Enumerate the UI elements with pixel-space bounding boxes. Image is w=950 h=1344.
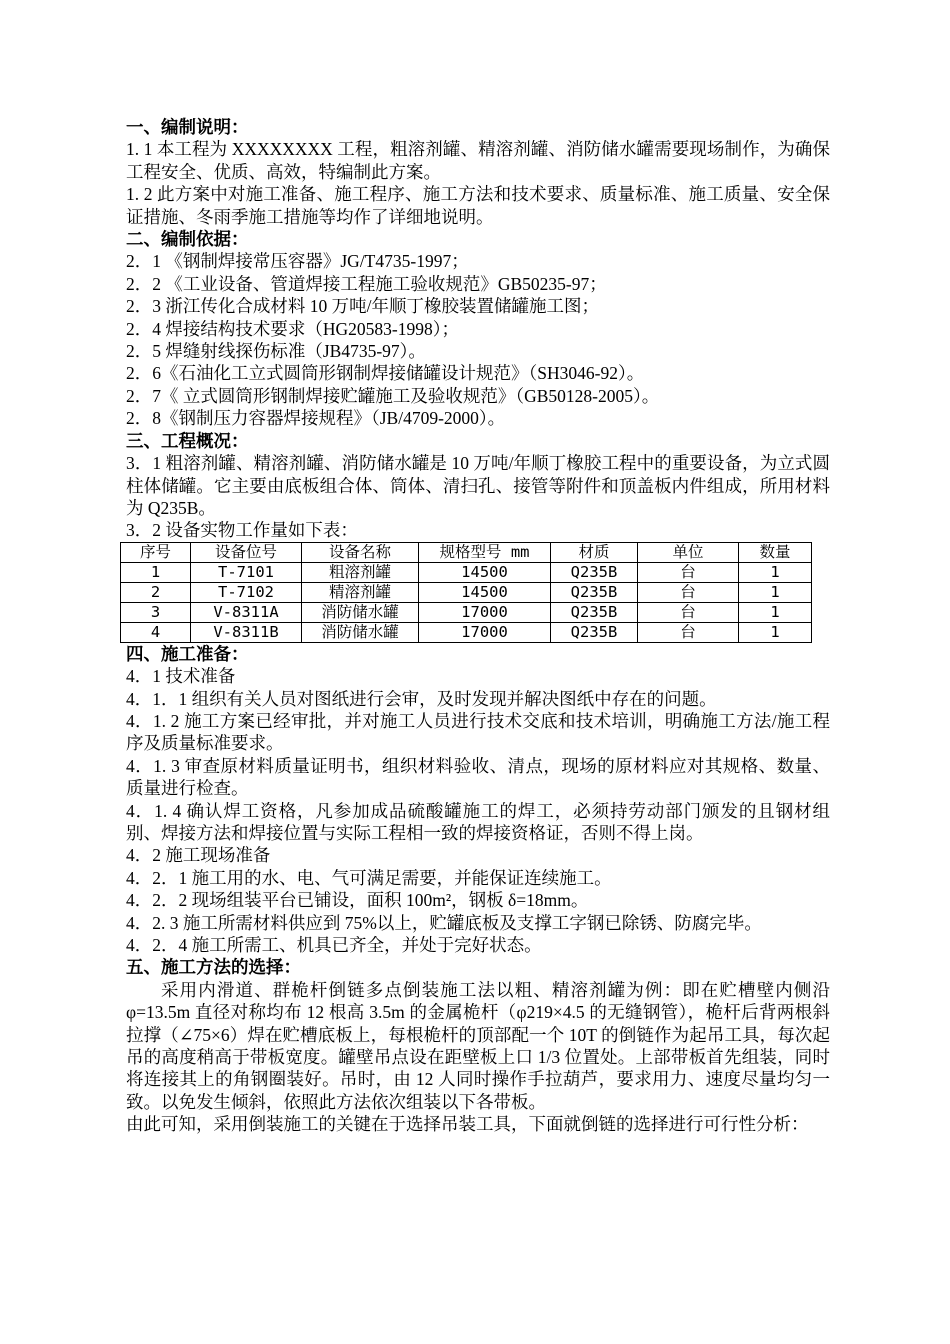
section-1-heading: 一、编制说明： [126,117,249,137]
cell-quantity: 1 [739,562,812,582]
cell-tag: V-8311A [191,602,302,622]
cell-index: 3 [121,602,191,622]
cell-material: Q235B [551,562,638,582]
reference-item: 2．8《钢制压力容器焊接规程》（JB/4709-2000）。 [126,408,506,429]
document-page [126,116,835,1136]
section-5-heading: 五、施工方法的选择： [126,957,301,978]
table-row [121,602,812,622]
cell-spec: 17000 [419,602,551,622]
reference-item: 2．4 焊接结构技术要求（HG20583-1998）； [126,318,459,339]
reference-item: 2．7《 立式圆筒形钢制焊接贮罐施工及验收规范》（GB50128-2005）。 [126,385,660,406]
reference-item: 2．2 《工业设备、管道焊接工程施工验收规范》GB50235-97； [126,273,607,294]
reference-item: 2．1 《钢制焊接常压容器》JG/T4735-1997； [126,251,469,272]
col-header-spec: 规格型号 mm [419,542,551,562]
col-header-quantity: 数量 [739,542,812,562]
prep-item: 4．1 技术准备 [126,666,236,687]
col-header-index: 序号 [121,542,191,562]
cell-spec: 14500 [419,582,551,602]
reference-item: 2．3 浙江传化合成材料 10 万吨/年顺丁橡胶装置储罐施工图； [126,296,599,317]
cell-tag: T-7101 [191,562,302,582]
section-5-para-2: 由此可知，采用倒装施工的关键在于选择吊装工具，下面就倒链的选择进行可行性分析： [126,1114,809,1135]
cell-unit: 台 [638,602,739,622]
col-header-unit: 单位 [638,542,739,562]
cell-index: 2 [121,582,191,602]
table-row [121,622,812,642]
section-1-para-1: 1. 1 本工程为 XXXXXXXX 工程，粗溶剂罐、精溶剂罐、消防储水罐需要现场制作，为确保工程安全、优质、高效，特编制此方案。 [126,139,830,182]
prep-item: 4．1. 2 施工方案已经审批，并对施工人员进行技术交底和技术培训，明确施工方法/施工程序及质量标准要求。 [126,710,830,754]
reference-item: 2．6《石油化工立式圆筒形钢制焊接储罐设计规范》（SH3046-92）。 [126,363,645,384]
prep-item: 4．2. 3 施工所需材料供应到 75%以上，贮罐底板及支撑工字钢已除锈、防腐完毕。 [126,912,762,933]
cell-name: 消防储水罐 [302,602,419,622]
prep-item: 4．1．1 组织有关人员对图纸进行会审，及时发现并解决图纸中存在的问题。 [126,688,717,709]
section-3-heading: 三、工程概况： [126,430,249,451]
section-3-para-1: 3．1 粗溶剂罐、精溶剂罐、消防储水罐是 10 万吨/年顺丁橡胶工程中的重要设备，为立式圆柱体储罐。它主要由底板组合体、筒体、清扫孔、接管等附件和顶盖板内件组成，所用材料为 Q235B。 [126,453,830,518]
prep-item: 4．1. 3 审查原材料质量证明书，组织材料验收、清点，现场的原材料应对其规格、数量、质量进行检查。 [126,755,830,799]
section-4-heading: 四、施工准备： [126,643,249,664]
reference-item: 2．5 焊缝射线探伤标准（JB4735-97）。 [126,341,426,362]
cell-unit: 台 [638,582,739,602]
prep-item: 4．2 施工现场准备 [126,845,271,866]
cell-material: Q235B [551,602,638,622]
cell-quantity: 1 [739,582,812,602]
cell-name: 消防储水罐 [302,622,419,642]
cell-quantity: 1 [739,602,812,622]
cell-name: 粗溶剂罐 [302,562,419,582]
section-2-heading: 二、编制依据： [126,229,249,250]
cell-material: Q235B [551,582,638,602]
section-5-para-1: 采用内滑道、群桅杆倒链多点倒装施工法以粗、精溶剂罐为例：即在贮槽壁内侧沿 φ=13.5m 直径对称均布 12 根高 3.5m 的金属桅杆（φ219×4.5 的无缝钢管），桅杆后背两根斜拉撑（∠75×6）焊在贮槽底板上，每根桅杆的顶部配一个 10T 的倒链作为起吊工具，每次起吊的高度稍高于带板宽度。罐壁吊点设在距壁板上口 1/3 位置处。上部带板首先组装，同时将连接其上的角钢圈装好。吊时，由 12 人同时操作手拉葫芦，要求用力、速度尽量均匀一致。以免发生倾斜，依照此方法依次组装以下各带板。 [126,979,835,1112]
prep-item: 4．1. 4 确认焊工资格，凡参加成品硫酸罐施工的焊工，必须持劳动部门颁发的且钢材组别、焊接方法和焊接位置与实际工程相一致的焊接资格证，否则不得上岗。 [126,800,830,843]
cell-quantity: 1 [739,622,812,642]
table-row [121,582,812,602]
cell-unit: 台 [638,622,739,642]
equipment-table [120,542,812,643]
cell-tag: T-7102 [191,582,302,602]
cell-unit: 台 [638,562,739,582]
cell-spec: 14500 [419,562,551,582]
col-header-material: 材质 [551,542,638,562]
cell-index: 1 [121,562,191,582]
cell-spec: 17000 [419,622,551,642]
prep-item: 4．2．4 施工所需工、机具已齐全，并处于完好状态。 [126,935,542,955]
col-header-name: 设备名称 [302,542,419,562]
col-header-tag: 设备位号 [191,542,302,562]
section-3-para-2: 3．2 设备实物工作量如下表： [126,520,358,541]
cell-material: Q235B [551,622,638,642]
table-row [121,562,812,582]
prep-item: 4．2．1 施工用的水、电、气可满足需要，并能保证连续施工。 [126,867,612,888]
cell-name: 精溶剂罐 [302,582,419,602]
section-1-para-2: 1. 2 此方案中对施工准备、施工程序、施工方法和技术要求、质量标准、施工质量、安全保证措施、冬雨季施工措施等均作了详细地说明。 [126,184,830,227]
table-header-row [121,542,812,562]
cell-index: 4 [121,622,191,642]
prep-item: 4．2．2 现场组装平台已铺设，面积 100m²，钢板 δ=18mm。 [126,890,589,911]
cell-tag: V-8311B [191,622,302,642]
